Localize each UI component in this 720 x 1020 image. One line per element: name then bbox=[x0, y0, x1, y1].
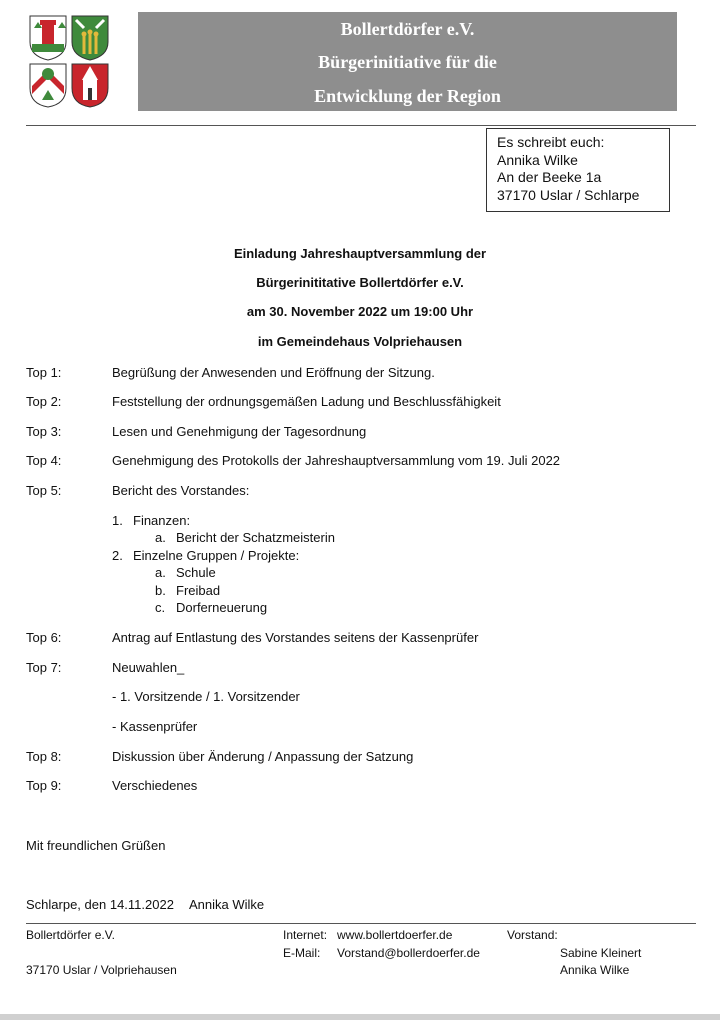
agenda-text: Bericht des Vorstandes: bbox=[112, 483, 250, 498]
footer-internet-label: Internet: bbox=[283, 928, 328, 942]
footer-email-link[interactable]: Vorstand@bollerdoerfer.de bbox=[337, 946, 480, 960]
agenda-text: Verschiedenes bbox=[112, 778, 198, 793]
list-item: Einzelne Gruppen / Projekte: bbox=[133, 548, 300, 563]
election-item: - 1. Vorsitzende / 1. Vorsitzender bbox=[112, 689, 300, 704]
agenda-num: Top 7: bbox=[26, 660, 62, 675]
footer-email-label: E-Mail: bbox=[283, 946, 321, 960]
subtitle-line-1: Bürgerinitiative für die bbox=[318, 52, 497, 72]
list-item: Freibad bbox=[176, 583, 221, 598]
closing-place-date: Schlarpe, den 14.11.2022 bbox=[26, 897, 174, 912]
agenda-text: Begrüßung der Anwesenden und Eröffnung der Sitzung. bbox=[112, 365, 435, 380]
list-item-num: a. bbox=[155, 565, 166, 580]
footer-org: Bollertdörfer e.V. bbox=[26, 928, 115, 942]
agenda-num: Top 1: bbox=[26, 365, 62, 380]
agenda-text: Lesen und Genehmigung der Tagesordnung bbox=[112, 424, 367, 439]
agenda-text: Neuwahlen_ bbox=[112, 660, 185, 675]
crest-church-icon bbox=[72, 64, 108, 107]
list-item-num: c. bbox=[155, 600, 166, 615]
closing-greeting: Mit freundlichen Grüßen bbox=[26, 838, 166, 853]
list-item: Schule bbox=[176, 565, 216, 580]
agenda-text: Antrag auf Entlastung des Vorstandes seitens der Kassenprüfer bbox=[112, 630, 479, 645]
footer-city: 37170 Uslar / Volpriehausen bbox=[26, 963, 177, 977]
agenda-num: Top 3: bbox=[26, 424, 62, 439]
agenda-text: Diskussion über Änderung / Anpassung der Satzung bbox=[112, 749, 414, 764]
invitation-date: am 30. November 2022 um 19:00 Uhr bbox=[246, 304, 474, 319]
org-name: Bollertdörfer e.V. bbox=[340, 19, 475, 39]
header-banner bbox=[138, 12, 677, 111]
subtitle-line-2: Entwicklung der Region bbox=[314, 86, 501, 106]
page-bottom-edge bbox=[0, 1014, 720, 1020]
agenda-num: Top 8: bbox=[26, 749, 62, 764]
agenda-text: Genehmigung des Protokolls der Jahreshauptversammlung vom 19. Juli 2022 bbox=[112, 453, 561, 468]
sender-city: 37170 Uslar / Schlarpe bbox=[497, 186, 640, 203]
agenda-num: Top 2: bbox=[26, 394, 62, 409]
footer-website-link[interactable]: www.bollertdoerfer.de bbox=[337, 928, 453, 942]
footer-board-member: Annika Wilke bbox=[560, 963, 630, 977]
closing-signature: Annika Wilke bbox=[189, 897, 265, 912]
agenda-num: Top 9: bbox=[26, 778, 62, 793]
election-item: - Kassenprüfer bbox=[112, 719, 198, 734]
crest-wheat-icon bbox=[72, 16, 108, 60]
footer-divider bbox=[26, 923, 696, 924]
invitation-title-1: Einladung Jahreshauptversammlung der bbox=[233, 246, 487, 261]
invitation-title-2: Bürgerinititative Bollertdörfer e.V. bbox=[256, 275, 464, 290]
header-divider bbox=[26, 125, 696, 126]
crest-tree-icon bbox=[30, 64, 66, 107]
sender-name: Annika Wilke bbox=[497, 151, 578, 168]
sender-label: Es schreibt euch: bbox=[497, 134, 605, 150]
invitation-location: im Gemeindehaus Volpriehausen bbox=[257, 334, 463, 349]
list-item-num: a. bbox=[155, 530, 166, 545]
list-item: Finanzen: bbox=[133, 513, 191, 528]
list-item: Dorferneuerung bbox=[176, 600, 268, 615]
sender-box bbox=[486, 128, 670, 212]
crest-tower-icon bbox=[30, 16, 66, 60]
footer-board-member: Sabine Kleinert bbox=[560, 946, 642, 960]
agenda-num: Top 6: bbox=[26, 630, 62, 645]
sender-street: An der Beeke 1a bbox=[497, 169, 602, 185]
list-item-num: 2. bbox=[112, 548, 123, 563]
agenda-text: Feststellung der ordnungsgemäßen Ladung und Beschlussfähigkeit bbox=[112, 394, 501, 409]
agenda-num: Top 5: bbox=[26, 483, 62, 498]
list-item-num: 1. bbox=[112, 513, 123, 528]
footer-board-label: Vorstand: bbox=[507, 928, 558, 942]
agenda-num: Top 4: bbox=[26, 453, 62, 468]
municipal-crests-logo bbox=[28, 14, 110, 108]
list-item-num: b. bbox=[155, 583, 166, 598]
list-item: Bericht der Schatzmeisterin bbox=[176, 530, 335, 545]
